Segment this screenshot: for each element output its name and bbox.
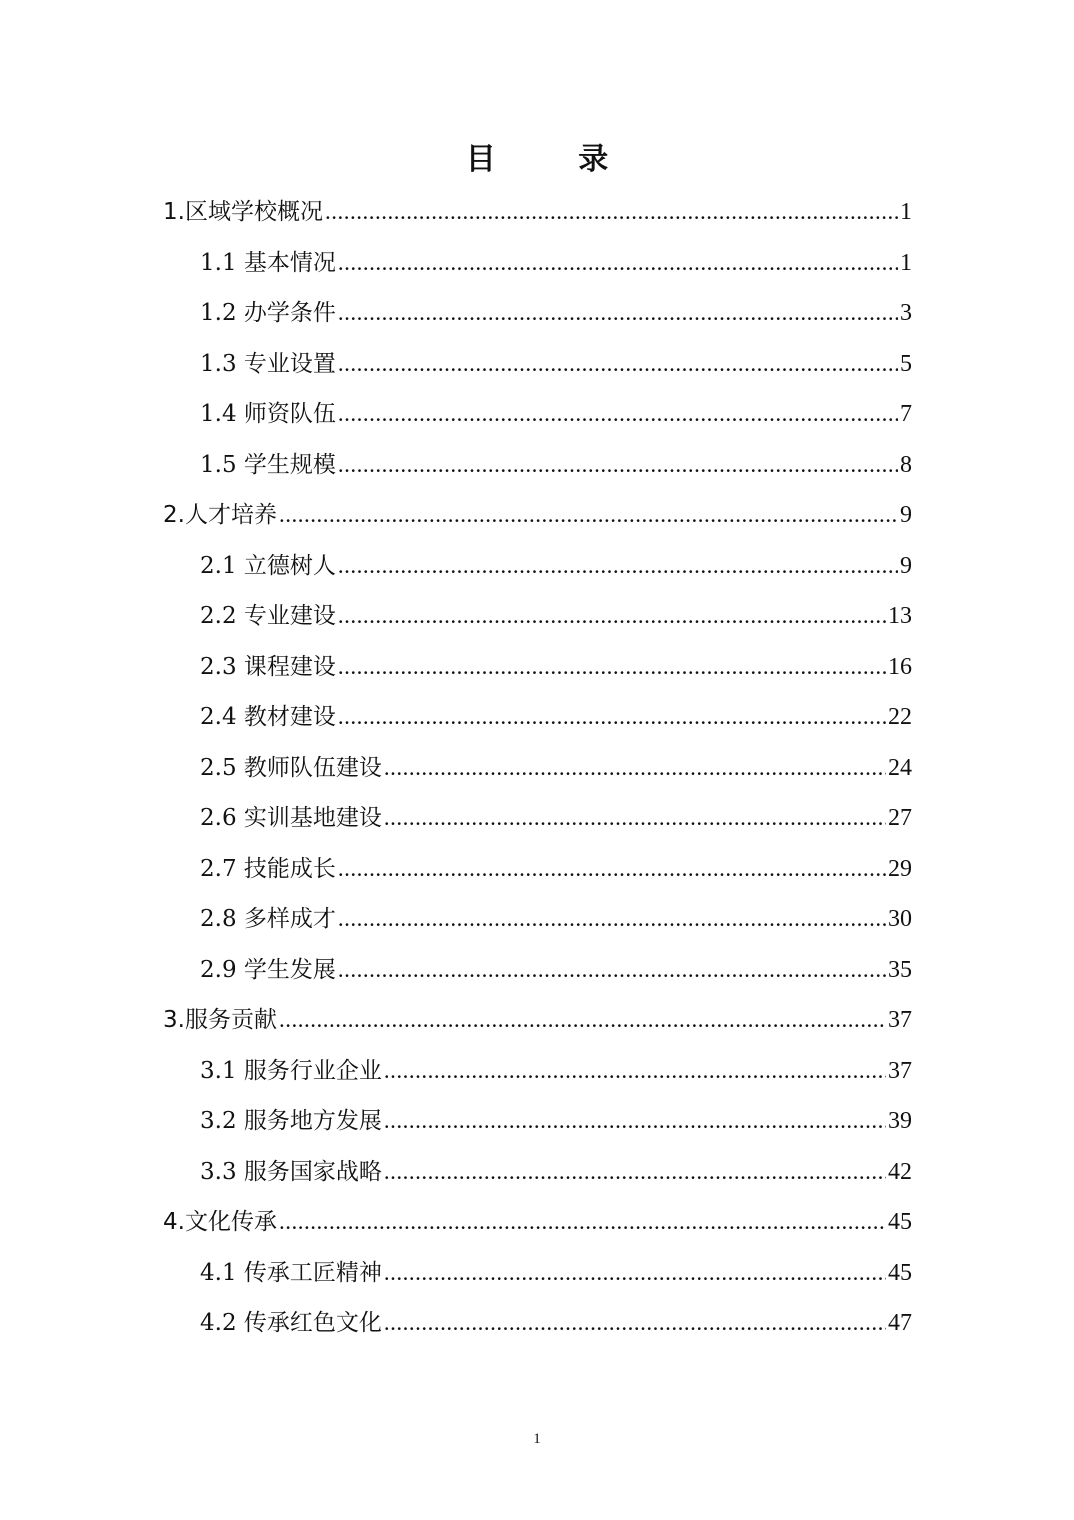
toc-entry-label: 1.3 专业设置	[200, 350, 336, 377]
toc-section-entry[interactable]	[200, 392, 912, 436]
toc-entry-label: 2.4 教材建设	[200, 704, 336, 730]
toc-entry-page-number: 35	[888, 956, 912, 983]
toc-dot-leader	[338, 291, 898, 335]
toc-entry-page-number: 27	[888, 805, 912, 831]
toc-section-entry[interactable]	[200, 847, 912, 891]
toc-entry-label: 2.2 专业建设	[200, 603, 336, 629]
toc-entry-label: 2.3 课程建设	[200, 653, 336, 680]
toc-entry-label: 4.1 传承工匠精神	[200, 1259, 382, 1286]
toc-entry-label: 3.3 服务国家战略	[200, 1158, 382, 1185]
toc-dot-leader	[338, 897, 886, 941]
toc-entry-page-number: 8	[900, 451, 912, 478]
toc-section-entry[interactable]	[200, 645, 912, 689]
toc-dot-leader	[279, 998, 886, 1042]
toc-entry-page-number: 5	[900, 350, 912, 377]
toc-dot-leader	[384, 1150, 886, 1194]
toc-entry-label: 2.人才培养	[163, 502, 277, 528]
toc-section-entry[interactable]	[200, 695, 912, 739]
toc-dot-leader	[384, 796, 886, 840]
toc-dot-leader	[279, 1200, 886, 1244]
toc-entry-label: 1.2 办学条件	[200, 300, 336, 326]
toc-entry-label: 4.2 传承红色文化	[200, 1310, 382, 1336]
toc-entry-label: 1.区域学校概况	[163, 199, 323, 225]
toc-entry-page-number: 47	[888, 1310, 912, 1336]
toc-dot-leader	[384, 1301, 886, 1345]
toc-dot-leader	[338, 342, 898, 386]
toc-dot-leader	[384, 1099, 886, 1143]
toc-section-entry[interactable]	[200, 746, 912, 790]
toc-entry-label: 2.6 实训基地建设	[200, 805, 382, 831]
toc-entry-page-number: 9	[900, 502, 912, 528]
toc-entry-label: 1.1 基本情况	[200, 249, 336, 276]
toc-entry-label: 3.2 服务地方发展	[200, 1108, 382, 1134]
toc-section-entry[interactable]	[200, 1251, 912, 1295]
toc-dot-leader	[325, 190, 898, 234]
toc-entry-page-number: 24	[888, 754, 912, 781]
toc-dot-leader	[279, 493, 898, 537]
toc-entry-label: 1.4 师资队伍	[200, 401, 336, 427]
toc-entry-label: 2.7 技能成长	[200, 855, 336, 882]
toc-section-entry[interactable]	[200, 594, 912, 638]
toc-section-entry[interactable]	[200, 342, 912, 386]
toc-section-entry[interactable]	[200, 796, 912, 840]
toc-entry-page-number: 29	[888, 855, 912, 882]
toc-dot-leader	[338, 544, 898, 588]
toc-section-entry[interactable]	[200, 544, 912, 588]
toc-dot-leader	[338, 695, 886, 739]
toc-dot-leader	[338, 948, 886, 992]
toc-entry-label: 3.1 服务行业企业	[200, 1057, 382, 1084]
toc-dot-leader	[338, 392, 898, 436]
toc-entry-page-number: 1	[900, 199, 912, 225]
toc-entry-page-number: 9	[900, 552, 912, 579]
toc-entry-page-number: 22	[888, 704, 912, 730]
toc-dot-leader	[384, 1049, 886, 1093]
toc-entry-label: 2.5 教师队伍建设	[200, 754, 382, 781]
toc-entry-page-number: 37	[888, 1057, 912, 1084]
page-title: 目 录	[465, 142, 645, 177]
toc-dot-leader	[338, 241, 898, 285]
toc-dot-leader	[338, 443, 898, 487]
toc-dot-leader	[338, 645, 886, 689]
toc-entry-label: 4.文化传承	[163, 1209, 277, 1235]
toc-entry-page-number: 1	[900, 249, 912, 276]
toc-dot-leader	[384, 1251, 886, 1295]
toc-section-entry[interactable]	[200, 291, 912, 335]
toc-entry-page-number: 30	[888, 906, 912, 932]
toc-dot-leader	[338, 847, 886, 891]
toc-section-entry[interactable]	[200, 443, 912, 487]
toc-chapter-entry[interactable]	[163, 190, 912, 234]
toc-section-entry[interactable]	[200, 1049, 912, 1093]
toc-dot-leader	[384, 746, 886, 790]
toc-entry-label: 1.5 学生规模	[200, 451, 336, 478]
toc-entry-page-number: 37	[888, 1007, 912, 1033]
toc-entry-label: 3.服务贡献	[163, 1007, 277, 1033]
toc-section-entry[interactable]	[200, 897, 912, 941]
toc-entry-page-number: 7	[900, 401, 912, 427]
toc-chapter-entry[interactable]	[163, 998, 912, 1042]
toc-dot-leader	[338, 594, 886, 638]
toc-section-entry[interactable]	[200, 948, 912, 992]
toc-entry-label: 2.8 多样成才	[200, 906, 336, 932]
toc-entry-page-number: 3	[900, 300, 912, 326]
toc-entry-page-number: 45	[888, 1209, 912, 1235]
toc-chapter-entry[interactable]	[163, 493, 912, 537]
toc-entry-label: 2.1 立德树人	[200, 552, 336, 579]
footer-page-number: 1	[533, 1431, 541, 1447]
toc-entry-page-number: 45	[888, 1259, 912, 1286]
toc-section-entry[interactable]	[200, 1099, 912, 1143]
toc-entry-label: 2.9 学生发展	[200, 956, 336, 983]
toc-entry-page-number: 42	[888, 1158, 912, 1185]
toc-section-entry[interactable]	[200, 1150, 912, 1194]
toc-chapter-entry[interactable]	[163, 1200, 912, 1244]
toc-entry-page-number: 16	[888, 653, 912, 680]
toc-entry-page-number: 39	[888, 1108, 912, 1134]
toc-section-entry[interactable]	[200, 1301, 912, 1345]
toc-entry-page-number: 13	[888, 603, 912, 629]
toc-section-entry[interactable]	[200, 241, 912, 285]
